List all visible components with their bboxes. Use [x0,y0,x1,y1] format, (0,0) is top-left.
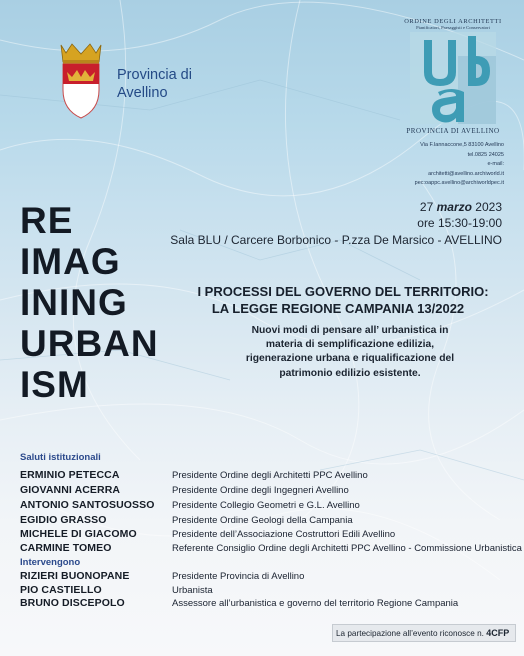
description-line: Nuovi modi di pensare all’ urbanistica in [251,325,449,336]
greeting-name: EGIDIO GRASSO [20,514,107,526]
greeting-name: ERMINIO PETECCA [20,469,120,481]
greeting-role: Presidente dell’Associazione Costruttori Edili Avellino [172,529,396,540]
date-month: marzo [436,200,472,214]
greeting-name: ANTONIO SANTOSUOSSO [20,499,155,511]
title-line: INING [20,282,128,323]
event-description [200,324,500,381]
credits-value: 4CFP [486,628,510,638]
event-date [420,200,502,214]
headline-line1: I PROCESSI DEL GOVERNO DEL TERRITORIO: [197,284,489,299]
title-line: URBAN [20,323,159,364]
description-line: rigenerazione urbana e riqualificazione del [245,353,455,365]
speaker-role: Assessore all’urbanistica e governo del territorio Regione Campania [172,598,459,609]
greeting-name: CARMINE TOMEO [20,542,112,554]
contact-email-label: e-mail: [487,161,504,168]
province-name-line2: Avellino [117,85,168,101]
credits-note [336,628,509,638]
headline-line2: LA LEGGE REGIONE CAMPANIA 13/2022 [211,301,465,316]
order-subheading: Pianificatori, Paesaggisti e Conservatori [416,25,490,30]
event-title [20,200,159,405]
contact-block [404,141,504,189]
speaker-role: Presidente Provincia di Avellino [172,571,305,582]
greeting-role: Presidente Ordine degli Ingegneri Avellino [172,485,349,496]
greeting-role: Presidente Ordine Geologi della Campania [172,515,353,526]
province-name [117,66,192,102]
greeting-role: Presidente Ordine degli Architetti PPC Avellino [172,470,368,481]
coat-of-arms-icon [58,40,104,120]
speaker-role: Urbanista [172,585,213,596]
greeting-name: MICHELE DI GIACOMO [20,528,137,540]
description-line: patrimonio edilizio esistente. [279,367,421,379]
speaker-name: BRUNO DISCEPOLO [20,597,125,609]
province-name-line1: Provincia di [117,67,192,83]
greeting-name: GIOVANNI ACERRA [20,484,121,496]
contact-pec: pec:oappc.avellino@archiworldpec.it [414,180,504,187]
order-province: PROVINCIA DI AVELLINO [406,127,500,135]
greeting-role: Presidente Collegio Geometri e G.L. Avellino [172,500,360,511]
event-venue: Sala BLU / Carcere Borbonico - P.zza De Marsico - AVELLINO [170,233,502,247]
date-year: 2023 [475,200,502,214]
greeting-role: Referente Consiglio Ordine degli Architetti PPC Avellino - Commissione Urbanistica [172,543,522,554]
title-line: RE [20,200,74,241]
event-time: ore 15:30-19:00 [417,216,502,230]
contact-phone: tel.0825 24025 [467,151,504,158]
speakers-section-label: Intervengono [20,557,81,568]
greetings-section-label: Saluti istituzionali [20,452,101,463]
title-line: IMAG [20,241,121,282]
architects-order-logo [406,26,500,126]
contact-email: architetti@avellino.archiworld.it [428,170,504,177]
speaker-name: PIO CASTIELLO [20,584,102,596]
title-line: ISM [20,364,89,405]
order-heading: ORDINE DEGLI ARCHITETTI [404,18,502,25]
speaker-name: RIZIERI BUONOPANE [20,570,130,582]
contact-address: Via F.Iannaccone,5 83100 Avellino [420,142,504,148]
description-line: materia di semplificazione edilizia, [265,339,435,351]
date-day: 27 [419,200,434,214]
credits-text: La partecipazione all’evento riconosce n. [336,629,484,638]
